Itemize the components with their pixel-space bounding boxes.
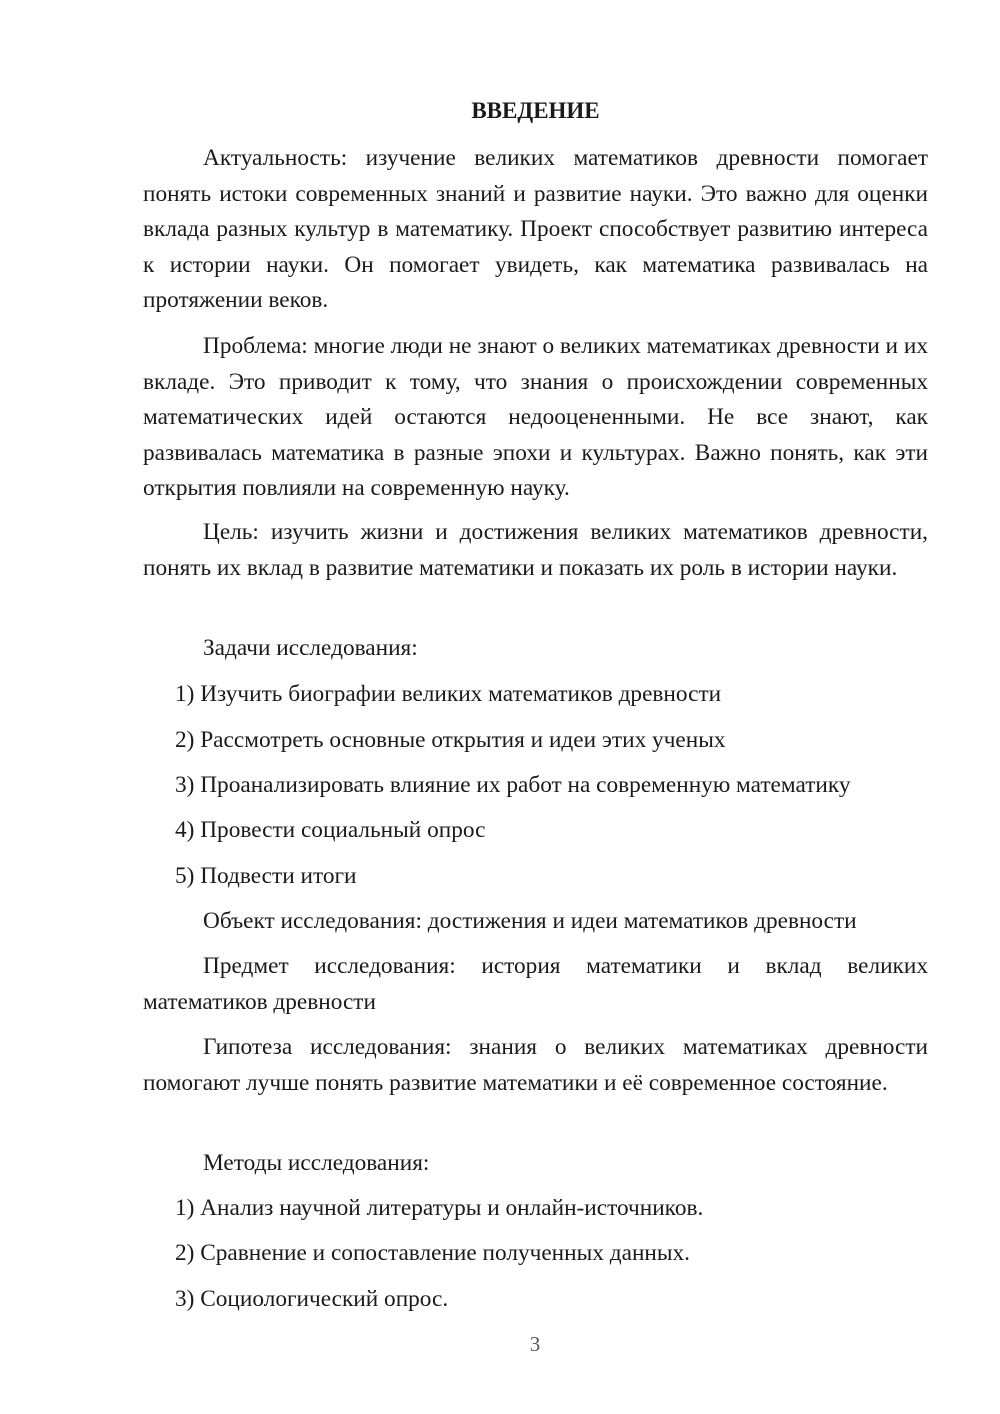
section-title: ВВЕДЕНИЕ	[471, 98, 600, 123]
methods-heading: Методы исследования:	[203, 1150, 430, 1176]
task-item: 4) Провести социальный опрос	[175, 817, 486, 843]
page-number: 3	[529, 1332, 541, 1356]
hypothesis-paragraph: Гипотеза исследования: знания о великих математиках древности помогают лучше понять развитие математики и её современное состояние.	[143, 1034, 928, 1096]
object-line: Объект исследования: достижения и идеи математиков древности	[203, 908, 857, 934]
relevance-paragraph: Актуальность: изучение великих математиков древности помогает понять истоки современных знаний и развитие науки. Это важно для оценки вклада разных культур в математику. Проект способствует развитию интереса к истории науки. Он помогает увидеть, как математика развивалась на протяжении веков.	[143, 145, 928, 313]
tasks-heading: Задачи исследования:	[203, 635, 418, 661]
subject-paragraph: Предмет исследования: история математики и вклад великих математиков древности	[143, 953, 928, 1015]
task-item: 2) Рассмотреть основные открытия и идеи этих ученых	[175, 727, 726, 753]
method-item: 3) Социологический опрос.	[175, 1286, 449, 1312]
method-item: 2) Сравнение и сопоставление полученных данных.	[175, 1240, 690, 1266]
method-item: 1) Анализ научной литературы и онлайн-источников.	[175, 1195, 704, 1221]
problem-paragraph: Проблема: многие люди не знают о великих математиках древности и их вкладе. Это приводит к тому, что знания о происхождении современных математических идей остаются недооцененными. Не все знают, как развивалась математика в разные эпохи и культурах. Важно понять, как эти открытия повлияли на современную науку.	[143, 333, 928, 501]
task-item: 1) Изучить биографии великих математиков древности	[175, 681, 722, 707]
task-item: 3) Проанализировать влияние их работ на современную математику	[175, 772, 851, 798]
task-item: 5) Подвести итоги	[175, 863, 357, 889]
goal-paragraph: Цель: изучить жизни и достижения великих математиков древности, понять их вклад в развитие математики и показать их роль в истории науки.	[143, 519, 928, 581]
